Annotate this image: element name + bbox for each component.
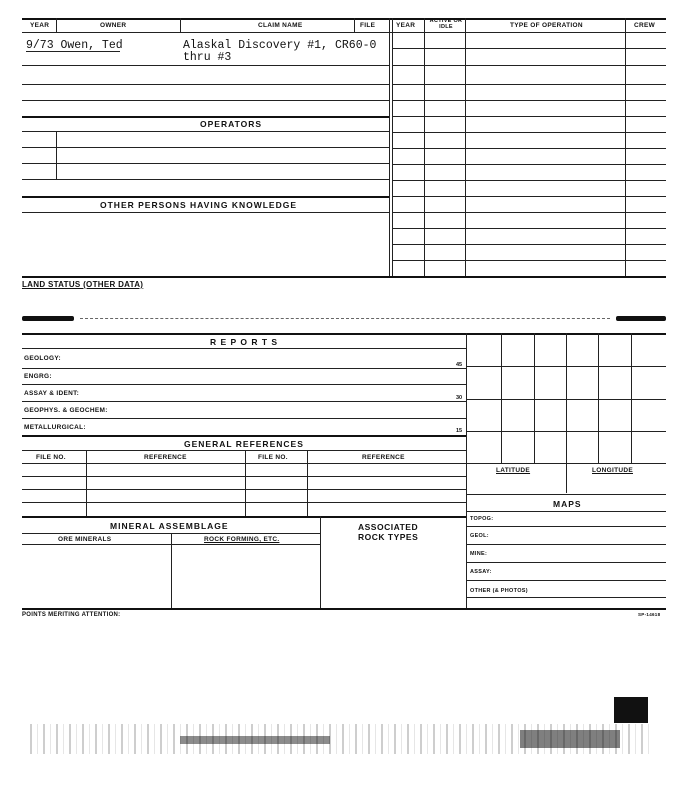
land-status-line [80,318,610,319]
header-year-right: YEAR [396,22,416,29]
scale-15: 15 [456,428,463,434]
ore-minerals-label: ORE MINERALS [58,536,112,543]
report-engrg: ENGRG: [24,373,52,380]
header-file: FILE [360,22,376,29]
header-type-of-operation: TYPE OF OPERATION [510,22,583,29]
reports-right-border [466,333,467,608]
col-divider [320,516,321,608]
row-line [22,502,466,503]
header-crew: CREW [634,22,656,29]
map-assay: ASSAY: [470,569,492,575]
row-line [22,476,466,477]
row-line [466,494,666,495]
row-line [466,526,666,527]
row-line [393,244,666,245]
report-geology: GEOLOGY: [24,355,61,362]
row-line [22,147,389,148]
row-line [22,196,389,198]
map-geol: GEOL: [470,533,489,539]
scan-noise [520,730,620,748]
row-line [393,180,666,181]
map-topog: TOPOG: [470,516,494,522]
col-divider [56,131,57,179]
row-line [22,418,466,419]
associated-label: ASSOCIATED [358,522,419,532]
header-owner: OWNER [100,22,127,29]
row-line [393,196,666,197]
report-metallurgical: METALLURGICAL: [24,424,86,431]
map-other-photos: OTHER (& PHOTOS) [470,588,528,594]
land-status-label: LAND STATUS (OTHER DATA) [22,280,144,289]
entry-claim-line2: thru #3 [183,51,232,64]
col-divider [245,450,246,516]
top-border [22,18,666,20]
grid-line [598,333,599,463]
row-line [466,544,666,545]
col-divider [180,18,181,32]
row-line [393,260,666,261]
row-line [22,463,466,464]
scan-noise [180,736,330,744]
col-divider [86,450,87,516]
scale-30: 30 [456,395,463,401]
row-line [393,116,666,117]
col-divider [171,533,172,608]
center-rule [392,18,393,276]
latitude-label: LATITUDE [496,467,531,474]
grid-line [501,333,502,463]
scan-mark [616,316,666,321]
row-line [393,148,666,149]
header-active-idle: ACTIVE OR IDLE [429,18,463,30]
entry-claim-line1: Alaskal Discovery #1, [183,39,328,52]
row-line [393,84,666,85]
row-line [466,580,666,581]
grid-line [466,431,666,432]
row-line [393,65,666,66]
grid-line [466,463,666,464]
general-references-heading: GENERAL REFERENCES [184,439,304,449]
row-line [22,384,466,385]
row-line [22,84,389,85]
row-line [22,179,389,180]
operators-heading: OPERATORS [200,119,263,129]
land-status-heading [22,280,143,289]
row-line [466,511,666,512]
col-divider [307,450,308,516]
other-persons-heading: OTHER PERSONS HAVING KNOWLEDGE [100,200,298,210]
ref-reference: REFERENCE [144,454,187,461]
map-mine: MINE: [470,551,488,557]
grid-line [534,333,535,463]
right-col-divider [625,18,626,276]
row-line [22,212,389,213]
entry-year-owner: 9/73 Owen, Ted [26,39,123,52]
form-code: SP-14618 [638,612,661,617]
report-geophys: GEOPHYS. & GEOCHEM: [24,407,108,414]
header-year: YEAR [30,22,50,29]
row-line [393,100,666,101]
ref-file-no-2: FILE NO. [258,454,288,461]
col-divider [56,18,57,32]
header-bottom-line [22,32,666,33]
scale-45: 45 [456,362,463,368]
row-line [22,401,466,402]
row-line [22,348,466,349]
row-line [22,100,389,101]
rock-forming-label: ROCK FORMING, ETC. [204,536,280,543]
right-col-divider [465,18,466,276]
scan-mark [22,316,74,321]
row-line [393,228,666,229]
grid-line [466,366,666,367]
row-line [466,597,666,598]
row-line [22,116,389,118]
row-line [393,164,666,165]
row-line [22,516,466,518]
reports-heading: R E P O R T S [210,337,279,347]
longitude-label: LONGITUDE [592,467,633,474]
row-line [22,131,389,132]
ref-reference-2: REFERENCE [362,454,405,461]
rock-types-label: ROCK TYPES [358,532,419,542]
center-rule [389,18,390,276]
row-line [393,132,666,133]
grid-line [566,333,567,493]
top-block-bottom [22,276,666,278]
scan-mark [614,697,648,723]
reports-top [22,333,666,335]
grid-line [466,399,666,400]
entry-underline [26,51,120,52]
maps-heading: MAPS [553,499,582,509]
entry-file: CR60-0 [335,39,377,52]
row-line [466,562,666,563]
bottom-border [22,608,666,610]
col-divider [354,18,355,32]
header-claim-name: CLAIM NAME [258,22,303,29]
report-assay: ASSAY & IDENT: [24,390,80,397]
row-line [22,368,466,369]
row-line [22,435,466,437]
grid-line [631,333,632,463]
row-line [393,212,666,213]
row-line [393,48,666,49]
row-line [22,163,389,164]
points-meriting-label: POINTS MERITING ATTENTION: [22,612,121,618]
row-line [22,489,466,490]
ref-file-no: FILE NO. [36,454,66,461]
right-col-divider [424,18,425,276]
mineral-assemblage-heading: MINERAL ASSEMBLAGE [110,521,229,531]
row-line [22,65,389,66]
row-line [22,450,466,451]
